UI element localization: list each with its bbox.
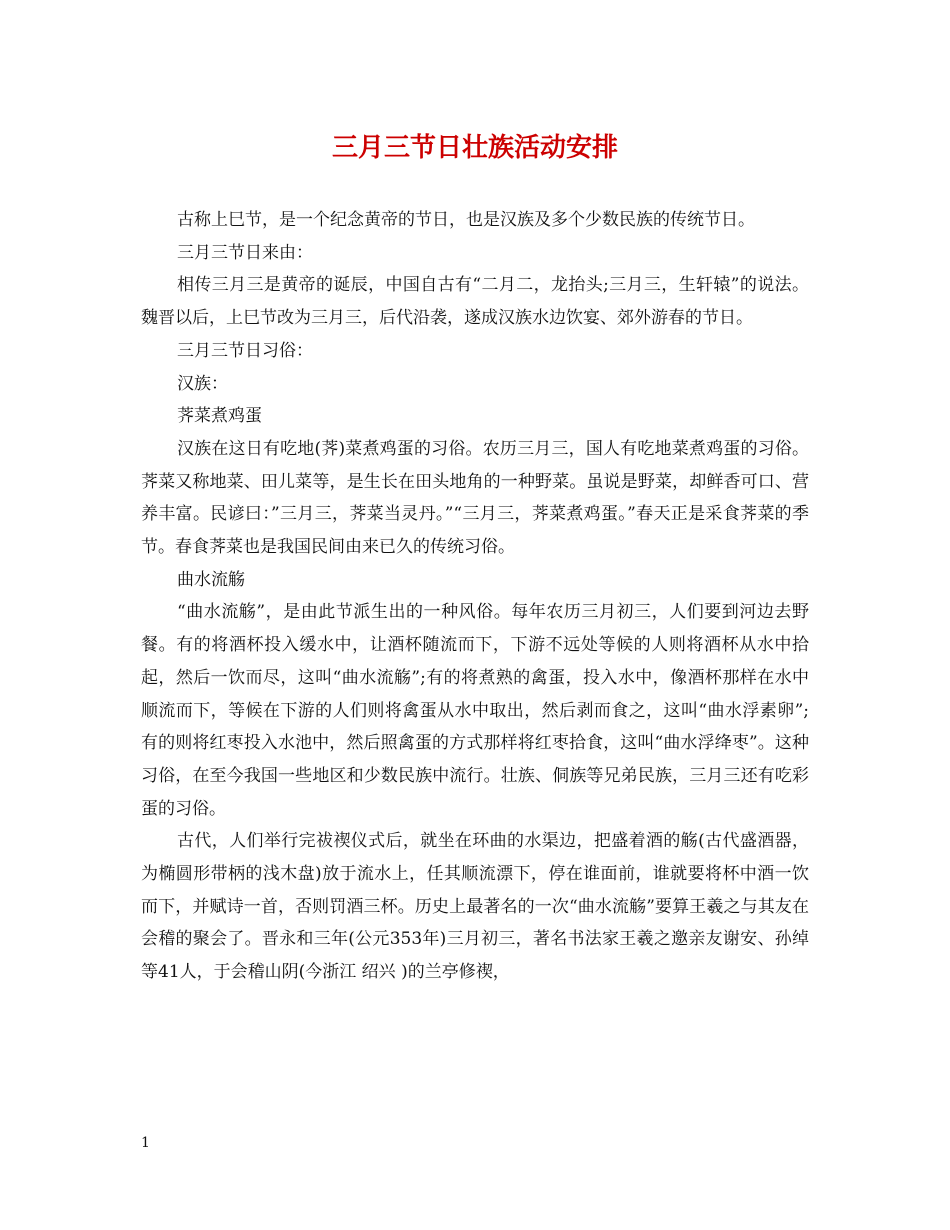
paragraph: 古称上巳节，是一个纪念黄帝的节日，也是汉族及多个少数民族的传统节日。 <box>177 210 755 230</box>
section-heading: 三月三节日来由： <box>177 242 313 263</box>
paragraph: 汉族在这日有吃地(荠)菜煮鸡蛋的习俗。农历三月三，国人有吃地菜煮鸡蛋的习俗。荠菜又称地菜、田儿菜等，是生长在田头地角的一种野菜。虽说是野菜，却鲜香可口、营养丰富。民谚曰：”三月三，荠菜当灵丹。”“三月三，荠菜煮鸡蛋。”春天正是采食荠菜的季节。春食荠菜也是我国民间由来已久的传统习俗。 <box>141 438 809 558</box>
document-title: 三月三节日壮族活动安排 <box>331 133 618 163</box>
paragraph: 古代，人们举行完祓禊仪式后，就坐在环曲的水渠边，把盛着酒的觞(古代盛酒器，为椭圆形带柄的浅木盘)放于流水上，任其顺流漂下，停在谁面前，谁就要将杯中酒一饮而下，并赋诗一首，否则罚酒三杯。历史上最著名的一次“曲水流觞”要算王羲之与其友在会稽的聚会了。晋永和三年(公元353年)三月初三，著名书法家王羲之邀亲友谢安、孙绰等41人，于会稽山阴(今浙江 绍兴 )的兰亭修禊， <box>141 831 809 983</box>
document-body <box>141 204 809 989</box>
subsection-heading: 荠菜煮鸡蛋 <box>177 406 262 427</box>
paragraph: “曲水流觞”，是由此节派生出的一种风俗。每年农历三月初三，人们要到河边去野餐。有的将酒杯投入缓水中，让酒杯随流而下，下游不远处等候的人则将酒杯从水中拾起，然后一饮而尽，这叫“曲水流觞”;有的将煮熟的禽蛋，投入水中，像酒杯那样在水中顺流而下，等候在下游的人们则将禽蛋从水中取出，然后剥而食之，这叫“曲水浮素卵”;有的则将红枣投入水池中，然后照禽蛋的方式那样将红枣拾食，这叫“曲水浮绛枣”。这种习俗，在至今我国一些地区和少数民族中流行。壮族、侗族等兄弟民族，三月三还有吃彩蛋的习俗。 <box>141 602 809 819</box>
subsection-heading: 汉族： <box>177 373 228 394</box>
page-number: 1 <box>141 1135 150 1151</box>
paragraph: 相传三月三是黄帝的诞辰，中国自古有“二月二，龙抬头;三月三，生轩辕”的说法。魏晋以后，上巳节改为三月三，后代沿袭，遂成汉族水边饮宴、郊外游春的节日。 <box>141 275 809 329</box>
section-heading: 三月三节日习俗： <box>177 340 313 361</box>
subsection-heading: 曲水流觞 <box>177 569 245 590</box>
